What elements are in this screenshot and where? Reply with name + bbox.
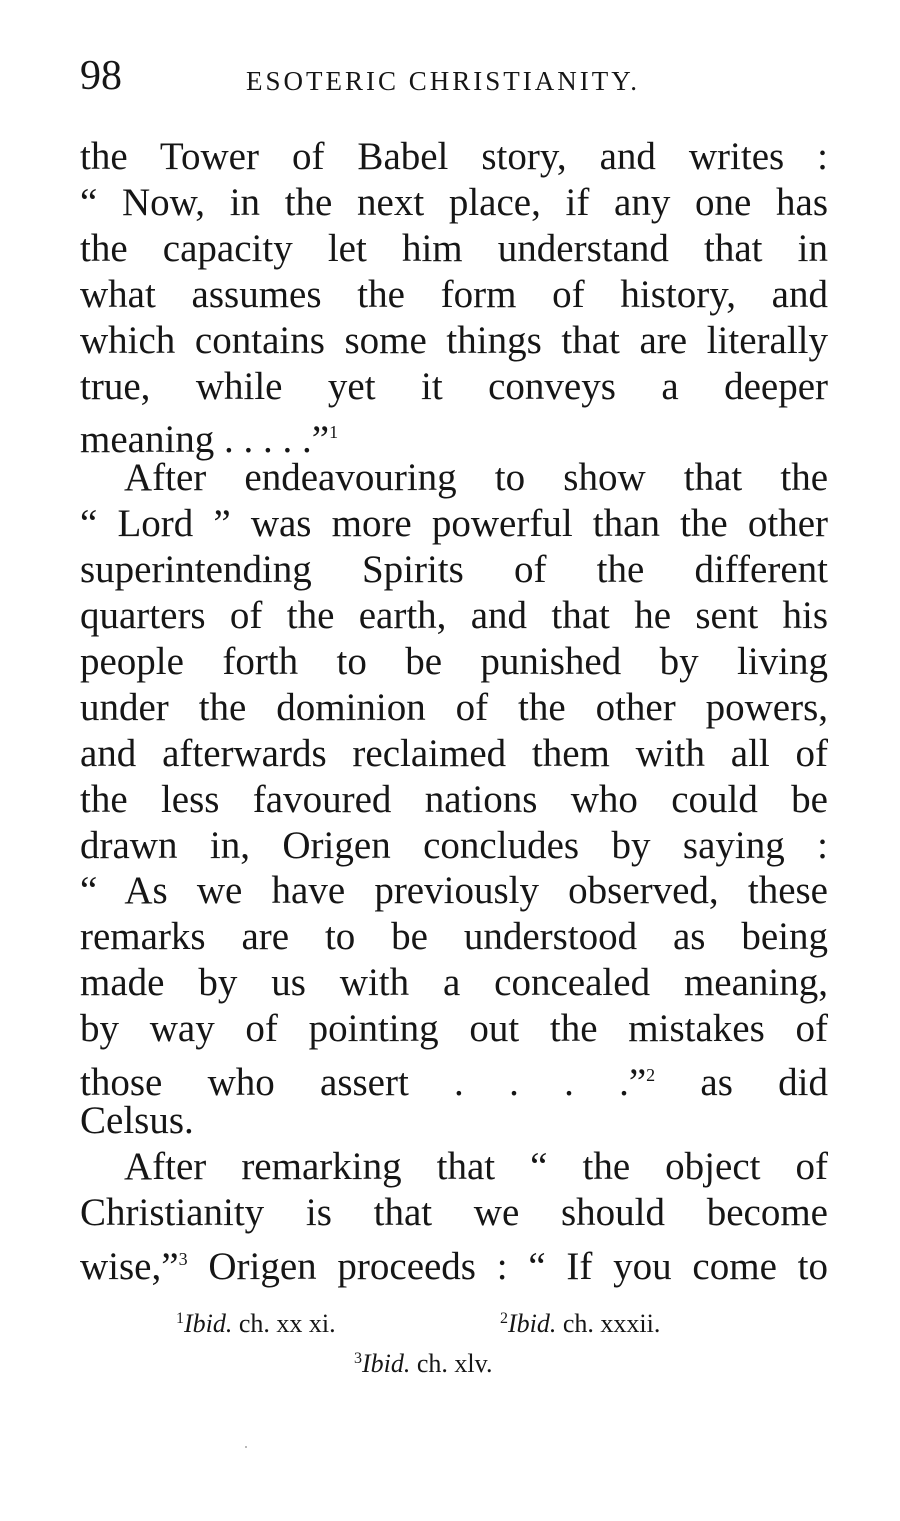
line-text: “ Now, in the next place, if any one has bbox=[80, 180, 828, 224]
footnote-marker: 3 bbox=[354, 1350, 362, 1367]
text-line bbox=[80, 226, 828, 272]
footnote-reference: ch. xxxii. bbox=[562, 1309, 661, 1338]
text-line bbox=[80, 593, 828, 639]
text-line bbox=[80, 1236, 828, 1290]
text-line bbox=[80, 685, 828, 731]
text-line bbox=[80, 868, 828, 914]
line-text: which contains some things that are literally bbox=[80, 318, 828, 362]
text-line bbox=[80, 960, 828, 1006]
text-line bbox=[80, 777, 828, 823]
footnote-reference-mark: 1 bbox=[329, 422, 339, 443]
text-line bbox=[80, 731, 828, 777]
line-text: and afterwards reclaimed them with all of bbox=[80, 731, 828, 775]
footnote-reference-mark: 2 bbox=[646, 1065, 656, 1085]
line-text: those who assert . . . .” bbox=[80, 1061, 647, 1104]
text-line bbox=[80, 318, 828, 364]
footnote-1 bbox=[176, 1303, 336, 1340]
footnote-source: Ibid. bbox=[184, 1309, 233, 1338]
line-text: “ As we have previously observed, these bbox=[80, 869, 828, 913]
running-head: ESOTERIC CHRISTIANITY. bbox=[246, 66, 641, 96]
line-text: meaning . . . . .” bbox=[80, 418, 330, 462]
line-text: After remarking that “ the object of bbox=[124, 1144, 828, 1188]
line-text: made by us with a concealed meaning, bbox=[80, 961, 828, 1005]
text-line bbox=[80, 134, 828, 180]
text-line bbox=[80, 823, 828, 869]
footnote-marker: 1 bbox=[176, 1310, 184, 1327]
text-line bbox=[80, 639, 828, 685]
line-text-continued: Origen proceeds : “ If you come to bbox=[208, 1244, 828, 1288]
text-line bbox=[80, 272, 828, 318]
text-line bbox=[80, 501, 828, 547]
footnote-reference: ch. xlv. bbox=[416, 1349, 493, 1378]
paper-speck bbox=[245, 1446, 247, 1448]
text-line bbox=[80, 364, 828, 410]
text-line bbox=[80, 1006, 828, 1052]
line-text: superintending Spirits of the different bbox=[80, 548, 828, 592]
footnote-source: Ibid. bbox=[362, 1349, 411, 1378]
footnote-reference-mark: 3 bbox=[178, 1248, 188, 1269]
footnote-reference: ch. xx xi. bbox=[238, 1309, 336, 1338]
line-text: the Tower of Babel story, and writes : bbox=[80, 135, 828, 178]
line-text: drawn in, Origen concludes by saying : bbox=[80, 823, 828, 867]
line-text: under the dominion of the other powers, bbox=[80, 685, 828, 729]
line-text: people forth to be punished by living bbox=[80, 639, 828, 683]
text-line bbox=[80, 1098, 828, 1144]
line-text: Celsus. bbox=[80, 1098, 194, 1142]
line-text: what assumes the form of history, and bbox=[80, 272, 828, 316]
line-text: true, while yet it conveys a deeper bbox=[80, 364, 828, 408]
text-line bbox=[124, 455, 828, 501]
text-line bbox=[80, 914, 828, 960]
text-line bbox=[80, 547, 828, 593]
text-line bbox=[80, 180, 828, 226]
footnote-2 bbox=[500, 1303, 660, 1340]
line-text: quarters of the earth, and that he sent his bbox=[80, 594, 828, 637]
line-text: After endeavouring to show that the bbox=[124, 456, 828, 500]
line-text: wise,” bbox=[80, 1244, 179, 1288]
line-text: by way of pointing out the mistakes of bbox=[80, 1007, 828, 1051]
page-number: 98 bbox=[80, 53, 122, 99]
line-text: the less favoured nations who could be bbox=[80, 777, 828, 821]
line-text: Christianity is that we should become bbox=[80, 1190, 828, 1234]
line-text: the capacity let him understand that in bbox=[80, 226, 828, 270]
footnote-source: Ibid. bbox=[508, 1309, 557, 1338]
line-text: “ Lord ” was more powerful than the other bbox=[80, 502, 828, 546]
line-text: remarks are to be understood as being bbox=[80, 915, 828, 959]
text-line bbox=[80, 1190, 828, 1236]
text-line bbox=[124, 1144, 828, 1190]
footnote-3 bbox=[354, 1343, 492, 1380]
line-text-continued: as did bbox=[700, 1061, 829, 1104]
footnote-marker: 2 bbox=[500, 1310, 508, 1327]
